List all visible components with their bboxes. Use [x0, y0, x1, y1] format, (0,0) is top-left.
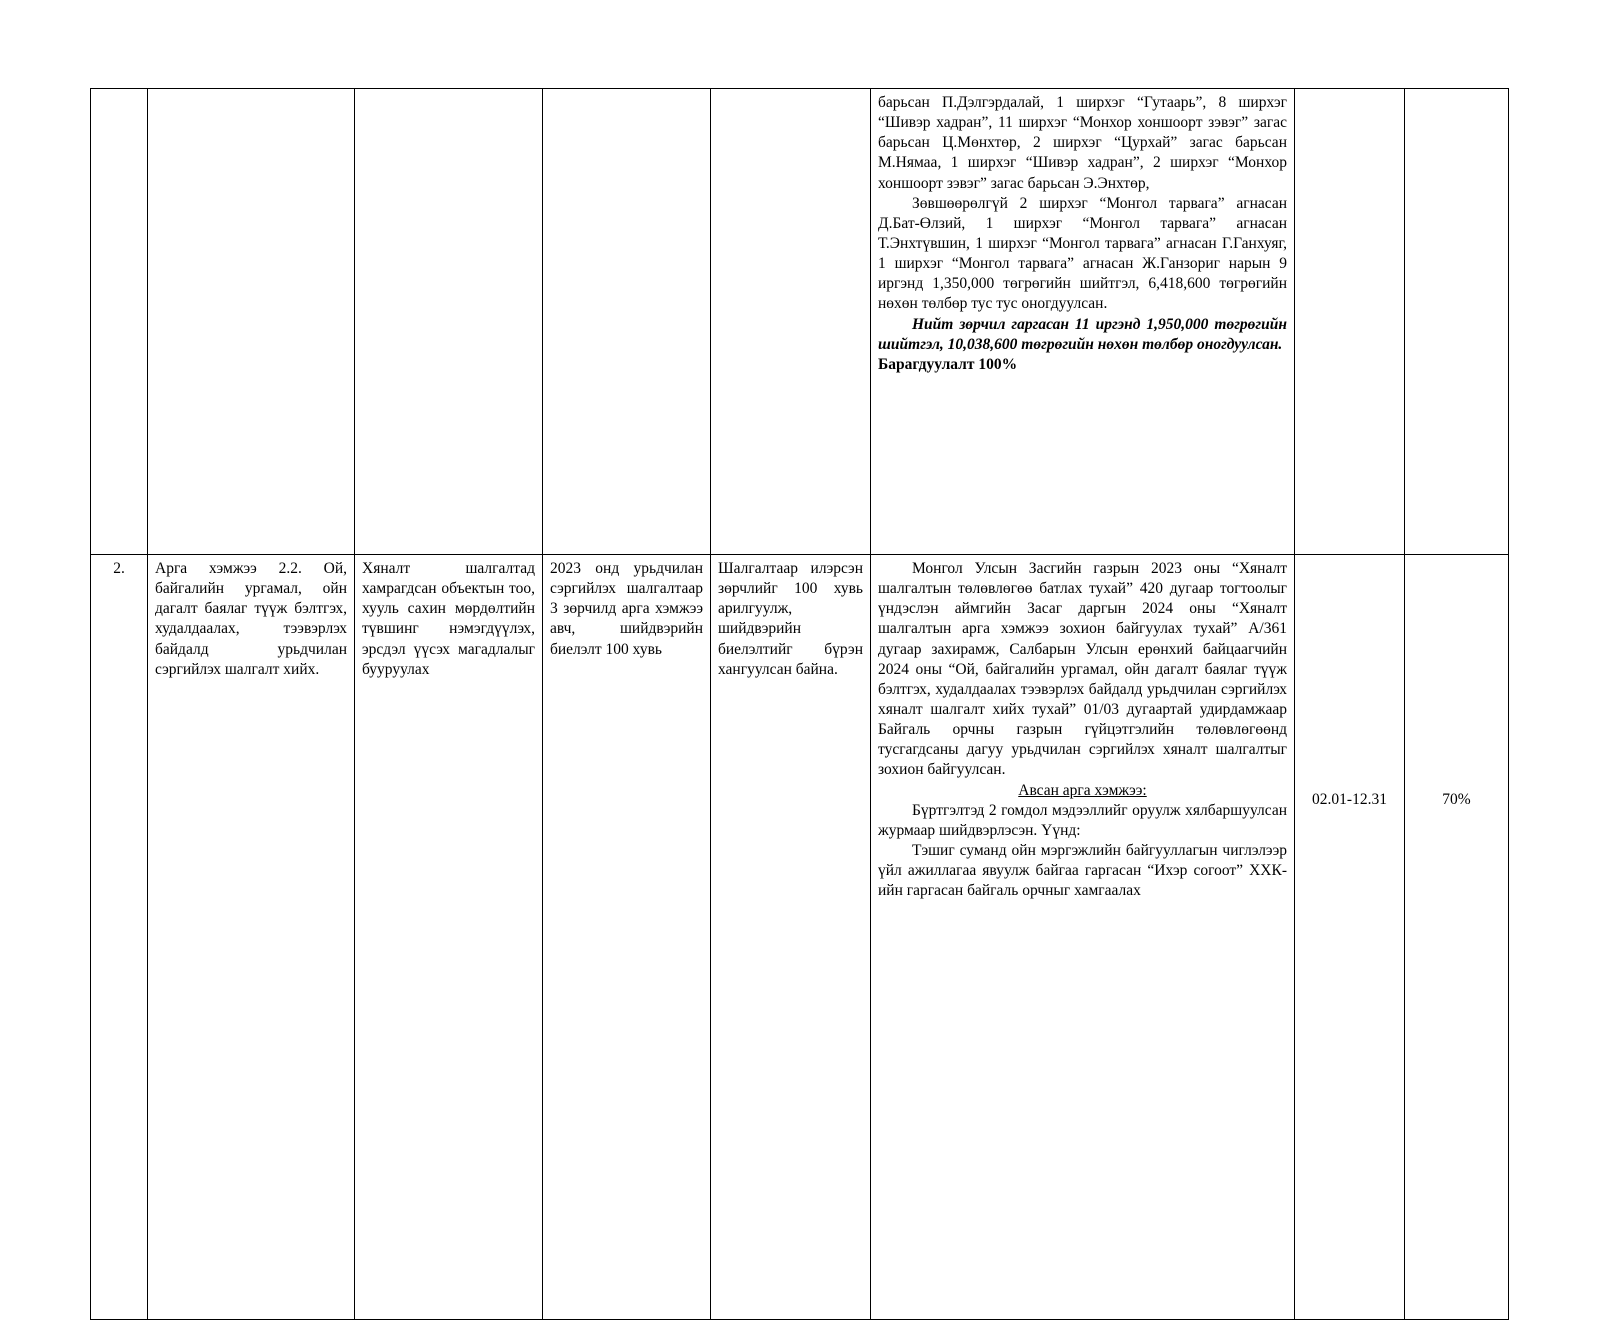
- target-cell: [543, 89, 711, 555]
- description-paragraph: Зөвшөөрөлгүй 2 ширхэг “Монгол тарвага” агнасан Д.Бат-Өлзий, 1 ширхэг “Монгол тарвага” агнасан Т.Энхтүвшин, 1 ширхэг “Монгол тарвага” агнасан Г.Ганхуяг, 1 ширхэг “Монгол тарвага” агнасан Ж.Ганзориг нарын 9 иргэнд 1,350,000 төгрөгийн шийтгэл, 6,418,600 төгрөгийн нөхөн төлбөр тус тус оногдуулсан.: [878, 194, 1287, 313]
- report-table: [90, 88, 1509, 1320]
- percent-cell: 70%: [1405, 555, 1509, 1320]
- result-cell: Шалгалтаар илэрсэн зөрчлийг 100 хувь арилгуулж, шийдвэрийн биелэлтийг бүрэн хангуулсан байна.: [711, 555, 871, 1320]
- indicator-cell: [355, 89, 543, 555]
- date-cell: 02.01-12.31: [1295, 555, 1405, 1320]
- measures-paragraph: Тэшиг суманд ойн мэргэжлийн байгууллагын чиглэлээр үйл ажиллагаа явуулж байгаа гаргасан “Ихэр согоот” ХХК-ийн гаргасан байгаль орчныг хамгаалах: [878, 841, 1287, 900]
- description-summary-bold-italic: Нийт зөрчил гаргасан 11 иргэнд 1,950,000 төгрөгийн шийтгэл, 10,038,600 төгрөгийн нөхөн төлбөр оногдуулсан.: [878, 315, 1287, 353]
- table-row: [91, 555, 1509, 1320]
- description-cell: [871, 555, 1295, 1320]
- date-cell: [1295, 89, 1405, 555]
- description-cell: [871, 89, 1295, 555]
- target-cell: 2023 онд урьдчилан сэргийлэх шалгалтаар 3 зөрчилд арга хэмжээ авч, шийдвэрийн биелэлт 100 хувь: [543, 555, 711, 1320]
- description-summary-bold: Барагдуулалт 100%: [878, 355, 1018, 373]
- activity-cell: [148, 89, 355, 555]
- row-number-cell: [91, 89, 148, 555]
- description-paragraph: барьсан П.Дэлгэрдалай, 1 ширхэг “Гутаарь”, 8 ширхэг “Шивэр хадран”, 11 ширхэг “Монхор хоншоорт зэвэг” загас барьсан Ц.Мөнхтөр, 2 ширхэг “Цурхай” загас барьсан М.Нямаа, 1 ширхэг “Шивэр хадран”, 2 ширхэг “Монхор хоншоорт зэвэг” загас барьсан Э.Энхтөр,: [878, 94, 1287, 192]
- percent-cell: [1405, 89, 1509, 555]
- row-number-cell: 2.: [91, 555, 148, 1320]
- indicator-cell: Хяналт шалгалтад хамрагдсан объектын тоо, хууль сахин мөрдөлтийн түвшинг нэмэгдүүлэх, эрсдэл үүсэх магадлалыг бууруулах: [355, 555, 543, 1320]
- measures-paragraph: Бүртгэлтэд 2 гомдол мэдээллийг оруулж хялбаршуулсан журмаар шийдвэрлэсэн. Үүнд:: [878, 801, 1287, 839]
- table-row: [91, 89, 1509, 555]
- measures-label: Авсан арга хэмжээ:: [1018, 781, 1147, 799]
- description-paragraph: Монгол Улсын Засгийн газрын 2023 оны “Хяналт шалгалтын төлөвлөгөө батлах тухай” 420 дугаар тогтоолыг үндэслэн аймгийн Засаг даргын 2024 оны “Хяналт шалгалтын арга хэмжээ зохион байгуулах тухай” А/361 дугаар захирамж, Салбарын Улсын ерөнхий байцаагчийн 2024 оны “Ой, байгалийн ургамал, ойн дагалт баялаг түүж бэлтгэх, худалдаалах тээвэрлэх байдалд урьдчилан сэргийлэх хяналт шалгалт хийх тухай” 01/03 дугаартай удирдамжаар Байгаль орчны газрын гүйцэтгэлийн төлөвлөгөөнд тусгагдсаны дагуу урьдчилан сэргийлэх хяналт шалгалтыг зохион байгуулсан.: [878, 560, 1287, 779]
- result-cell: [711, 89, 871, 555]
- activity-cell: Арга хэмжээ 2.2. Ой, байгалийн ургамал, ойн дагалт баялаг түүж бэлтгэх, худалдаалах, тээвэрлэх байдалд урьдчилан сэргийлэх шалгалт хийх.: [148, 555, 355, 1320]
